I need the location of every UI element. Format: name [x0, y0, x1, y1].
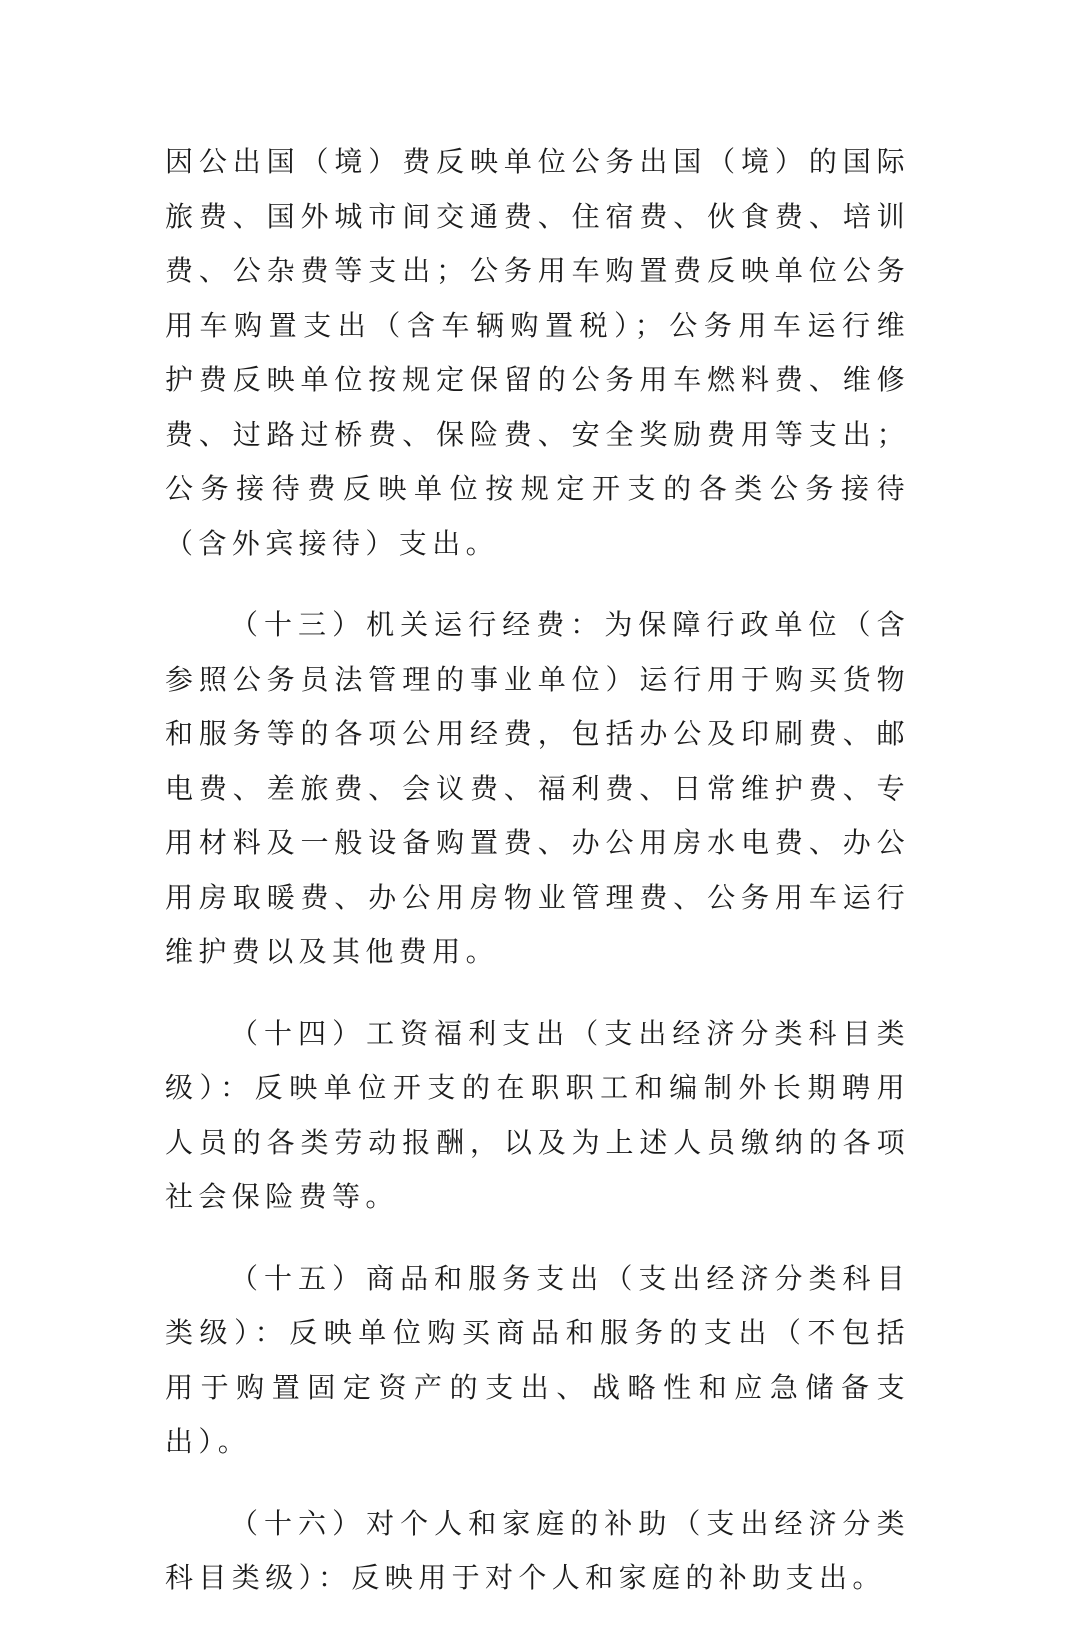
paragraph-14-wages-welfare: （十四）工资福利支出（支出经济分类科目类级）：反映单位开支的在职职工和编制外长期聘用人员的各类劳动报酬，以及为上述人员缴纳的各项社会保险费等。 — [165, 1016, 910, 1213]
paragraph-16-household-subsidies: （十六）对个人和家庭的补助（支出经济分类科目类级）：反映用于对个人和家庭的补助支出。 — [165, 1506, 910, 1594]
paragraph-15-goods-services: （十五）商品和服务支出（支出经济分类科目类级）：反映单位购买商品和服务的支出（不包括用于购置固定资产的支出、战略性和应急储备支出）。 — [165, 1261, 910, 1458]
paragraph-public-funds-definitions: 因公出国（境）费反映单位公务出国（境）的国际旅费、国外城市间交通费、住宿费、伙食费、培训费、公杂费等支出；公务用车购置费反映单位公务用车购置支出（含车辆购置税）；公务用车运行维护费反映单位按规定保留的公务用车燃料费、维修费、过路过桥费、保险费、安全奖励费用等支出；公务接待费反映单位按规定开支的各类公务接待（含外宾接待）支出。 — [165, 145, 910, 560]
document-body — [165, 135, 910, 1633]
paragraph-13-agency-operating-expenses: （十三）机关运行经费：为保障行政单位（含参照公务员法管理的事业单位）运行用于购买货物和服务等的各项公用经费，包括办公及印刷费、邮电费、差旅费、会议费、福利费、日常维护费、专用材料及一般设备购置费、办公用房水电费、办公用房取暖费、办公用房物业管理费、公务用车运行维护费以及其他费用。 — [165, 608, 910, 968]
